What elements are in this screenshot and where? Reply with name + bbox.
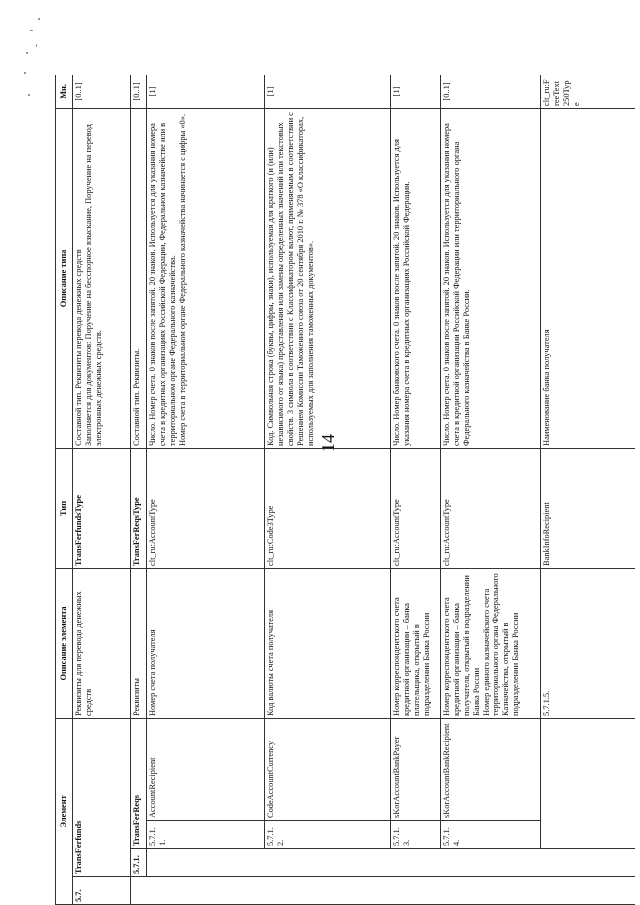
element-description: Код валюты счета получателя: [264, 568, 390, 718]
header-type: Тип: [56, 448, 73, 568]
element-type: clt_ru:Code3Type: [264, 448, 390, 568]
element-name: AccountRecipient: [146, 718, 264, 820]
element-type: clt_ru:AccountType: [390, 448, 440, 568]
header-type-description: Описание типа: [56, 108, 73, 448]
element-name: TransFerfunds: [72, 718, 130, 876]
row-number: 5.7.: [72, 877, 130, 905]
table-row: [390, 75, 440, 905]
header-multiplicity: Мн.: [56, 75, 73, 108]
type-description: Код. Символьная строка (буквы, цифры, знаки), используемая для краткого (и (или) независимого от языка) представления или замены определенных значений или текстовых свойств. 3 символа в соответствии с Классификатором валют, применяемым в соответствии с Решением Комиссии Таможенного союза от 20 сентября 2010 г. № 378 «О классификаторах, используемых для заполнения таможенных документов».: [264, 108, 390, 448]
multiplicity: [0..1]: [440, 75, 540, 108]
multiplicity: [0..1]: [72, 75, 130, 108]
row-number: 5.7.1.4.: [440, 821, 540, 849]
indent-cell: [146, 849, 635, 877]
type-description: Составной тип. Реквизиты перевода денежных средств Заполняется для документов: Поручение на бесспорное взыскание, Поручение на перевод электронных денежных средств.: [72, 108, 130, 448]
row-number: 5.7.1.: [130, 849, 146, 877]
page-number: 14: [318, 434, 338, 452]
element-type: clt_ru:FreeText250Type: [540, 75, 635, 108]
type-description: Число. Номер счета. 0 знаков после запятой. 20 знаков. Используется для указания номера счета в кредитной организации Российской Федерации или территориального органа Федерального казначейства в Банке России.: [440, 108, 540, 448]
row-number: 5.7.1.3.: [390, 821, 440, 849]
element-type: clt_ru:AccountType: [440, 448, 540, 568]
rotated-table-frame: [55, 75, 635, 905]
multiplicity: [1]: [146, 75, 264, 108]
element-description: Номер корреспондентского счета кредитной организации – банка получателя, открытый в подразделении Банка России Номер единого казначейского счета территориального органа Федерального Казначейства, открытый в подразделении Банка России: [440, 568, 540, 718]
multiplicity: [1]: [390, 75, 440, 108]
indent-cell: [130, 877, 635, 905]
table-header-row: [56, 75, 73, 905]
element-description: Реквизиты для перевода денежных средств: [72, 568, 130, 718]
table-row: [540, 75, 635, 905]
element-description: Номер счета получателя: [146, 568, 264, 718]
indent-cell: [540, 718, 635, 848]
element-name: sKorAccountBankPayer: [390, 718, 440, 820]
header-element: Элемент: [56, 718, 73, 904]
element-name: CodeAccountCurrency: [264, 718, 390, 820]
rotated-table-content: [55, 75, 635, 905]
table-row: [72, 75, 130, 905]
spec-table: [55, 75, 635, 905]
type-description: Составной тип. Реквизиты.: [130, 108, 146, 448]
table-row: [146, 75, 264, 905]
row-number: 5.7.1.1.: [146, 821, 264, 849]
element-type: TransFerReqsType: [130, 448, 146, 568]
element-type: clt_ru:AccountType: [146, 448, 264, 568]
table-row: [264, 75, 390, 905]
row-number: 5.7.1.2.: [264, 821, 390, 849]
row-number: 5.7.1.5.: [540, 568, 635, 718]
element-description: Реквизиты: [130, 568, 146, 718]
table-row: [440, 75, 540, 905]
element-name: sKorAccountBankRecipient: [440, 718, 540, 820]
multiplicity: [0..1]: [130, 75, 146, 108]
type-description: Число. Номер счета. 0 знаков после запятой. 20 знаков. Используется для указания номера счета в кредитных организациях Российской Федерации, Федеральном казначействе или в территориальном органе Федерального казначейства. Номер счета в территориальном органе Федерального казначейства начинается с цифры «0».: [146, 108, 264, 448]
element-name: TransFerReqs: [130, 718, 146, 848]
header-description: Описание элемента: [56, 568, 73, 718]
type-description: Число. Номер банковского счета. 0 знаков после запятой. 20 знаков. Используется для указания номера счета в кредитных организациях Российской Федерации.: [390, 108, 440, 448]
element-description: Номер корреспондентского счета кредитной организации – банка плательщика, открытый в подразделении Банка России: [390, 568, 440, 718]
element-description: Наименование банка получателя: [540, 108, 635, 448]
multiplicity: [1]: [264, 75, 390, 108]
element-type: TransFerfundsType: [72, 448, 130, 568]
element-name: BankInfoRecipient: [540, 448, 635, 568]
table-row: [130, 75, 146, 905]
